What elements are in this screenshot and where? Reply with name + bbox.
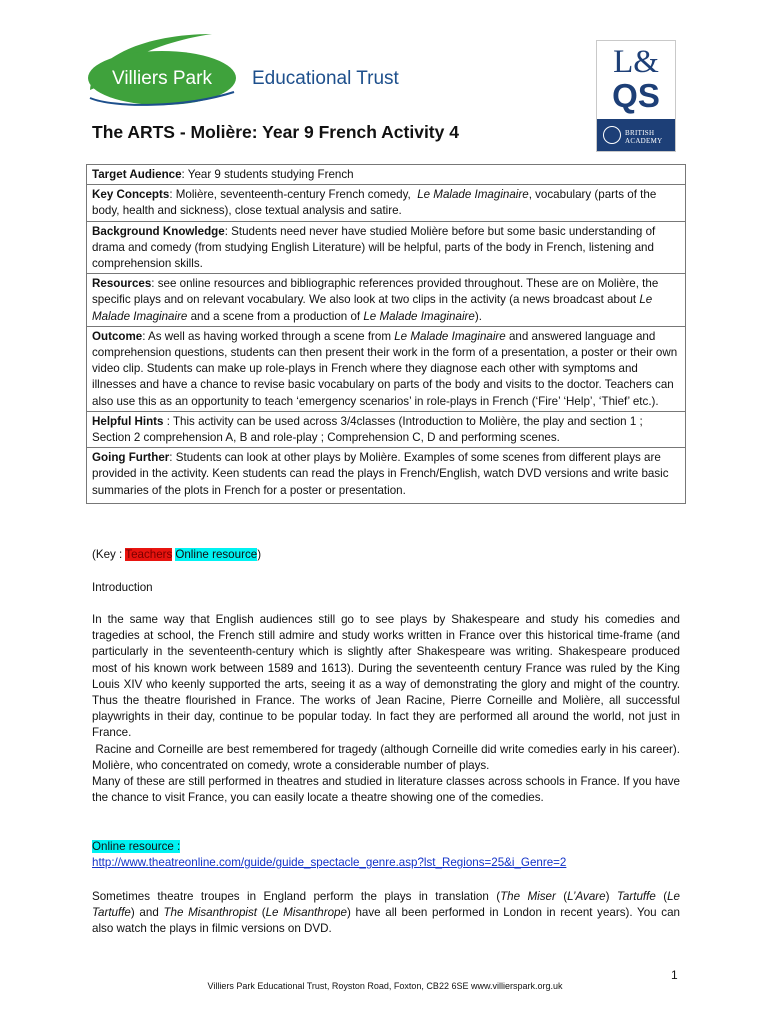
lqs-line2: QS <box>612 77 660 114</box>
lqs-mark <box>597 41 675 117</box>
intro-paragraph-1: In the same way that English audiences still go to see plays by Shakespeare and study his comedies and tragedies at school, the French still admire and study works written in France over this historical time-frame (and particularly in the seventeenth-century which is slightly after Shakespeare was writing. Shakespeare produced most of his known work between 1589 and 1613). During the seventeenth century France was ruled by the King Louis XIV who keenly supported the arts, seeing it as a way of demonstrating the glory and might of the country. Thus the theatre flourished in France. The works of Jean Racine, Pierre Corneille and Molière, all successful playwrights in their day, continue to be popular today. In fact they are performed all around the world, not just in France. <box>92 613 680 740</box>
page-footer: Villiers Park Educational Trust, Royston Road, Foxton, CB22 6SE www.villierspark.org.uk <box>207 981 563 991</box>
page-number: 1 <box>671 968 678 982</box>
logo-name-text: Villiers Park <box>112 68 212 89</box>
introduction-body <box>92 612 684 806</box>
row-resources: Resources: see online resources and bibliographic references provided throughout. These are on Molière, the specific plays and on relevant vocabulary. We also look at two clips in the activity (a news broadcast about Le Malade Imaginaire and a scene from a production of Le Malade Imaginaire). <box>87 274 685 327</box>
british-academy-band <box>597 119 675 151</box>
key-online-resource: Online resource <box>175 548 258 561</box>
lqs-line1: L& <box>613 44 659 80</box>
page-title: The ARTS - Molière: Year 9 French Activity 4 <box>92 122 459 142</box>
row-target-audience: Target Audience: Year 9 students studying French <box>87 165 685 185</box>
lqs-british-academy-logo <box>596 40 676 152</box>
villiers-park-logo <box>84 28 414 112</box>
section-heading-introduction: Introduction <box>92 581 153 594</box>
ba-line1: BRITISH <box>625 129 655 137</box>
activity-info-table <box>86 164 686 504</box>
final-paragraph: Sometimes theatre troupes in England perform the plays in translation (The Miser (L’Avare) Tartuffe (Le Tartuffe) and The Misanthropist (Le Misanthrope) have all been performed in London in recent years). You can also watch the plays in filmic versions on DVD. <box>92 890 680 936</box>
online-resource-label: Online resource : <box>92 840 181 853</box>
online-resource-link[interactable]: http://www.theatreonline.com/guide/guide_spectacle_genre.asp?lst_Regions=25&i_Genre=2 <box>92 856 567 870</box>
row-outcome: Outcome: As well as having worked through a scene from Le Malade Imaginaire and answered language and comprehension questions, students can then present their work in the form of a presentation, a poster or their own video clip. Students can make up role-plays in French where they diagnose each other with symptoms and illnesses and have a chance to revise basic vocabulary on parts of the body and visits to the doctor. Teachers can also use this as an opportunity to teach ‘emergency scenarios’ in role-plays in French (‘Fire’ ‘Help’, ‘Thief’ etc.). <box>87 327 685 412</box>
row-helpful-hints: Helpful Hints : This activity can be used across 3/4classes (Introduction to Molière, the play and section 1 ; Section 2 comprehension A, B and role-play ; Comprehension C, D and performing scenes. <box>87 412 685 448</box>
row-background-knowledge: Background Knowledge: Students need never have studied Molière before but some basic understanding of drama and comedy (from studying English Literature) will be helpful, parts of the body in French, listening and comprehension skills. <box>87 222 685 275</box>
online-resource-block <box>92 839 680 871</box>
key-teachers: Teachers <box>125 548 173 561</box>
intro-paragraph-2: Racine and Corneille are best remembered for tragedy (although Corneille did write comedies early in his career). Molière, who concentrated on comedy, wrote a considerable number of plays. <box>92 742 684 772</box>
intro-paragraph-3: Many of these are still performed in theatres and studied in literature classes across schools in France. If you have the chance to visit France, you can easily locate a theatre showing one of the comedies. <box>92 775 680 805</box>
ba-line2: ACADEMY <box>625 137 663 145</box>
row-key-concepts: Key Concepts: Molière, seventeenth-century French comedy, Le Malade Imaginaire, vocabulary (parts of the body, health and sickness), close textual analysis and satire. <box>87 185 685 221</box>
academy-seal-icon <box>603 126 621 144</box>
logo-sub-text: Educational Trust <box>252 68 399 89</box>
row-going-further: Going Further: Students can look at other plays by Molière. Examples of some scenes from different plays are provided in the activity. Keen students can read the plays in French/English, watch DVD versions and write basic summaries of the plots in French for a poster or presentation. <box>92 451 669 497</box>
key-legend: (Key : Teachers Online resource) <box>92 548 262 561</box>
